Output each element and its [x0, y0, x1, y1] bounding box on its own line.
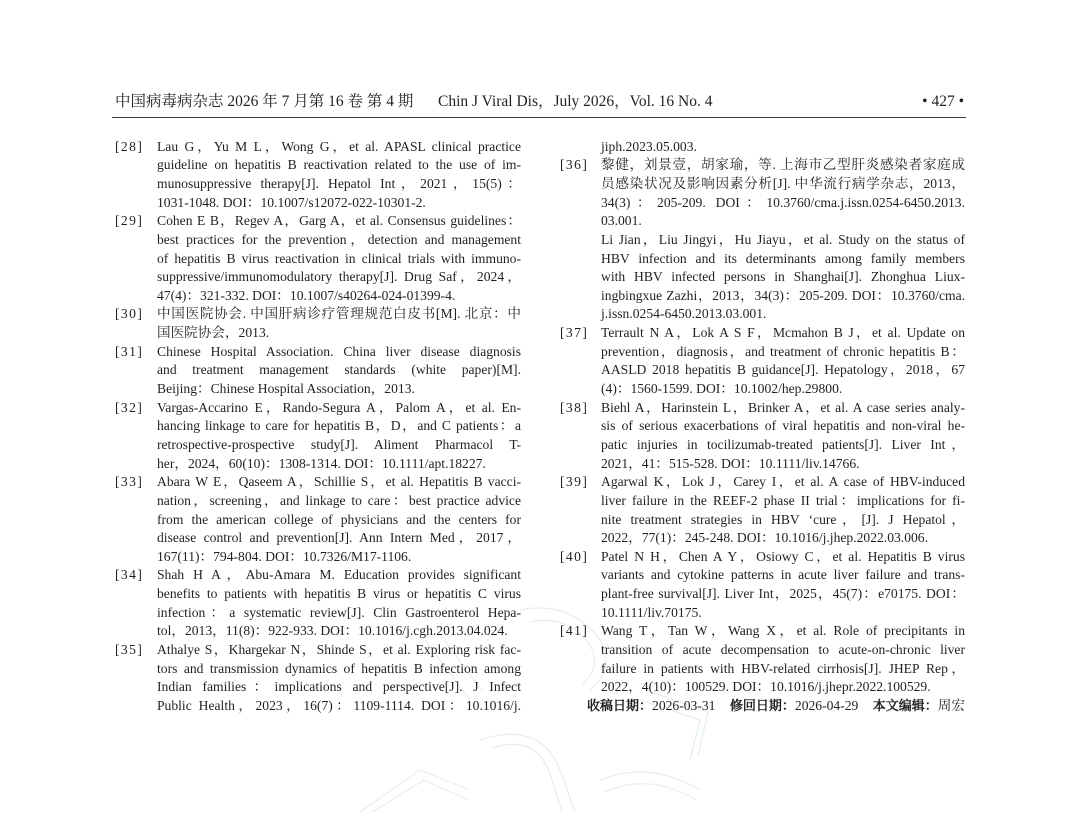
- reference-line: nation，screening，and linkage to care：best practice advice: [157, 492, 521, 508]
- reference-line: Shah H A，Abu-Amara M. Education provides significant: [157, 567, 521, 583]
- reference-number: [40]: [560, 548, 589, 564]
- received-label: 收稿日期：: [587, 699, 653, 715]
- reference-39: [559, 473, 965, 548]
- reference-number: [38]: [560, 399, 589, 415]
- reference-number: [28]: [115, 138, 144, 154]
- reference-line: tol，2013，11(8)：922-933. DOI：10.1016/j.cgh.2013.04.024.: [157, 623, 508, 639]
- revised-date: 2026-04-29: [794, 698, 859, 714]
- reference-line: with HBV infected persons in Shanghai[J]. Zhonghua Liux-: [601, 269, 965, 285]
- reference-line: 2022，77(1)：245-248. DOI：10.1016/j.jhep.2022.03.006.: [601, 530, 928, 546]
- reference-line: Lau G，Yu M L，Wong G，et al. APASL clinical practice: [157, 138, 521, 154]
- reference-line: Vargas-Accarino E，Rando-Segura A，Palom A，et al. En-: [157, 399, 521, 415]
- reference-line: munosuppressive therapy[J]. Hepatol Int，2021，15(5)：: [157, 175, 521, 191]
- reference-line: 国医院协会，2013.: [157, 325, 270, 341]
- reference-40: [559, 548, 965, 623]
- reference-line: HBV infection and its determinants among family members: [601, 250, 965, 266]
- reference-number: [34]: [115, 567, 144, 583]
- reference-line: j.issn.0254-6450.2013.03.001.: [601, 306, 767, 322]
- reference-number: [32]: [115, 399, 144, 415]
- right-column: [559, 138, 965, 697]
- reference-38: [559, 399, 965, 474]
- editor-name: 周宏: [937, 698, 965, 714]
- reference-line: sis of serious exacerbations of viral hepatitis and non-viral he-: [601, 418, 965, 434]
- journal-issue-en: Chin J Viral Dis，July 2026，Vol. 16 No. 4: [438, 93, 713, 110]
- reference-line: suppressive/immunomodulatory therapy[J]. Drug Saf，2024，: [157, 269, 521, 285]
- reference-number: [39]: [560, 474, 589, 490]
- reference-line: Patel N H，Chen A Y，Osiowy C，et al. Hepatitis B virus: [601, 548, 965, 564]
- reference-number: [37]: [560, 325, 589, 341]
- reference-35-continuation: [559, 138, 965, 157]
- reference-41: [559, 622, 965, 697]
- reference-line: 167(11)：794-804. DOI：10.7326/M17-1106.: [157, 548, 412, 564]
- reference-number: [35]: [115, 641, 144, 657]
- reference-number: [31]: [115, 343, 144, 359]
- page-number: • 427 •: [922, 93, 964, 110]
- reference-29: [115, 212, 521, 305]
- reference-line: jiph.2023.05.003.: [601, 138, 697, 154]
- reference-line: 员感染状况及影响因素分析[J]. 中华流行病学杂志，2013，: [601, 175, 965, 191]
- reference-number: [33]: [115, 474, 144, 490]
- reference-35: [115, 641, 521, 716]
- reference-33: [115, 473, 521, 566]
- reference-line: Beijing：Chinese Hospital Association，2013.: [157, 381, 415, 397]
- reference-line: AASLD 2018 hepatitis B guidance[J]. Hepatology，2018，67: [601, 362, 965, 378]
- reference-number: [36]: [560, 157, 589, 173]
- reference-line: hancing linkage to care for hepatitis B，D，and C patients：a: [157, 418, 521, 434]
- reference-line: infection：a systematic review[J]. Clin Gastroenterol Hepa-: [157, 604, 521, 620]
- reference-line: 中国医院协会. 中国肝病诊疗管理规范白皮书[M]. 北京：中: [157, 306, 521, 322]
- reference-line: benefits to patients with hepatitis B virus or hepatitis C virus: [157, 586, 521, 602]
- editor-item: [873, 697, 965, 716]
- reference-line: plant-free survival[J]. Liver Int，2025，45(7)：e70175. DOI：: [601, 586, 965, 602]
- reference-number: [41]: [560, 623, 589, 639]
- reference-37: [559, 324, 965, 399]
- reference-line: Athalye S，Khargekar N，Shinde S，et al. Exploring risk fac-: [157, 641, 521, 657]
- reference-line: 1031-1048. DOI：10.1007/s12072-022-10301-2.: [157, 194, 426, 210]
- reference-30: [115, 305, 521, 342]
- reference-line: liver failure in the REEF-2 phase II trial：implications for fi-: [601, 492, 965, 508]
- reference-line: Terrault N A，Lok A S F，Mcmahon B J，et al. Update on: [601, 325, 965, 341]
- reference-line: Public Health，2023，16(7)：1109-1114. DOI：10.1016/j.: [157, 697, 521, 713]
- reference-line: Li Jian，Liu Jingyi，Hu Jiayu，et al. Study on the status of: [601, 231, 965, 247]
- reference-line: disease control and prevention[J]. Ann Intern Med，2017，: [157, 530, 521, 546]
- running-header: [112, 92, 966, 112]
- reference-line: patic injuries in tocilizumab-treated patients[J]. Liver Int，: [601, 436, 965, 452]
- reference-line: prevention，diagnosis，and treatment of chronic hepatitis B：: [601, 343, 965, 359]
- reference-line: ingbingxue Zazhi，2013，34(3)：205-209. DOI：10.3760/cma.: [601, 287, 965, 303]
- reference-line: 2021，41：515-528. DOI：10.1111/liv.14766.: [601, 455, 860, 471]
- reference-line: and treatment management standards (white paper)[M].: [157, 362, 521, 378]
- reference-32: [115, 399, 521, 474]
- received-date: 2026-03-31: [652, 698, 716, 714]
- reference-line: of hepatitis B virus reactivation in clinical trials with immuno-: [157, 250, 521, 266]
- journal-issue-cn: 中国病毒病杂志 2026 年 7 月第 16 卷 第 4 期: [115, 93, 414, 110]
- reference-line: transition of acute decompensation to acute-on-chronic liver: [601, 641, 965, 657]
- left-column: [115, 138, 521, 716]
- article-dates-footer: [587, 697, 965, 716]
- reference-number: [30]: [115, 306, 144, 322]
- reference-line: retrospective-prospective study[J]. Aliment Pharmacol T-: [157, 436, 521, 452]
- reference-line: Agarwal K，Lok J，Carey I，et al. A case of HBV-induced: [601, 474, 965, 490]
- reference-28: [115, 138, 521, 213]
- reference-line: (4)：1560-1599. DOI：10.1002/hep.29800.: [601, 381, 843, 397]
- reference-line: guideline on hepatitis B reactivation related to the use of im-: [157, 157, 521, 173]
- reference-line: her，2024，60(10)：1308-1314. DOI：10.1111/apt.18227.: [157, 455, 486, 471]
- revised-date-item: [730, 697, 858, 716]
- reference-line: nite treatment strategies in HBV ‘cure，[J]. J Hepatol，: [601, 511, 965, 527]
- reference-line: failure in patients with HBV-related cirrhosis[J]. JHEP Rep，: [601, 660, 965, 676]
- reference-line: Wang T，Tan W，Wang X，et al. Role of precipitants in: [601, 623, 965, 639]
- reference-line: Indian families：implications and perspective[J]. J Infect: [157, 679, 521, 695]
- reference-34: [115, 566, 521, 641]
- reference-31: [115, 343, 521, 399]
- revised-label: 修回日期：: [729, 699, 795, 715]
- reference-36: [559, 156, 965, 324]
- editor-label: 本文编辑：: [872, 699, 938, 715]
- reference-line: best practices for the prevention，detection and management: [157, 231, 521, 247]
- reference-line: Cohen E B，Regev A，Garg A，et al. Consensus guidelines：: [157, 213, 521, 229]
- received-date-item: [587, 697, 715, 716]
- reference-line: 黎健，刘景壹，胡家瑜，等. 上海市乙型肝炎感染者家庭成: [601, 157, 965, 173]
- reference-line: 03.001.: [601, 213, 642, 229]
- reference-line: Abara W E，Qaseem A，Schillie S，et al. Hepatitis B vacci-: [157, 474, 521, 490]
- reference-line: 34(3)：205-209. DOI：10.3760/cma.j.issn.0254-6450.2013.: [601, 194, 965, 210]
- reference-line: variants and cytokine patterns in acute liver failure and trans-: [601, 567, 965, 583]
- reference-number: [29]: [115, 213, 144, 229]
- reference-line: Chinese Hospital Association. China liver disease diagnosis: [157, 343, 521, 359]
- reference-line: from the american college of physicians and the centers for: [157, 511, 521, 527]
- reference-line: Biehl A，Harinstein L，Brinker A，et al. A case series analy-: [601, 399, 965, 415]
- reference-line: 2022，4(10)：100529. DOI：10.1016/j.jhepr.2022.100529.: [601, 679, 931, 695]
- reference-line: tors and transmission dynamics of hepatitis B infection among: [157, 660, 521, 676]
- header-rule: [112, 117, 966, 118]
- reference-line: 47(4)：321-332. DOI：10.1007/s40264-024-01399-4.: [157, 287, 456, 303]
- reference-line: 10.1111/liv.70175.: [601, 604, 702, 620]
